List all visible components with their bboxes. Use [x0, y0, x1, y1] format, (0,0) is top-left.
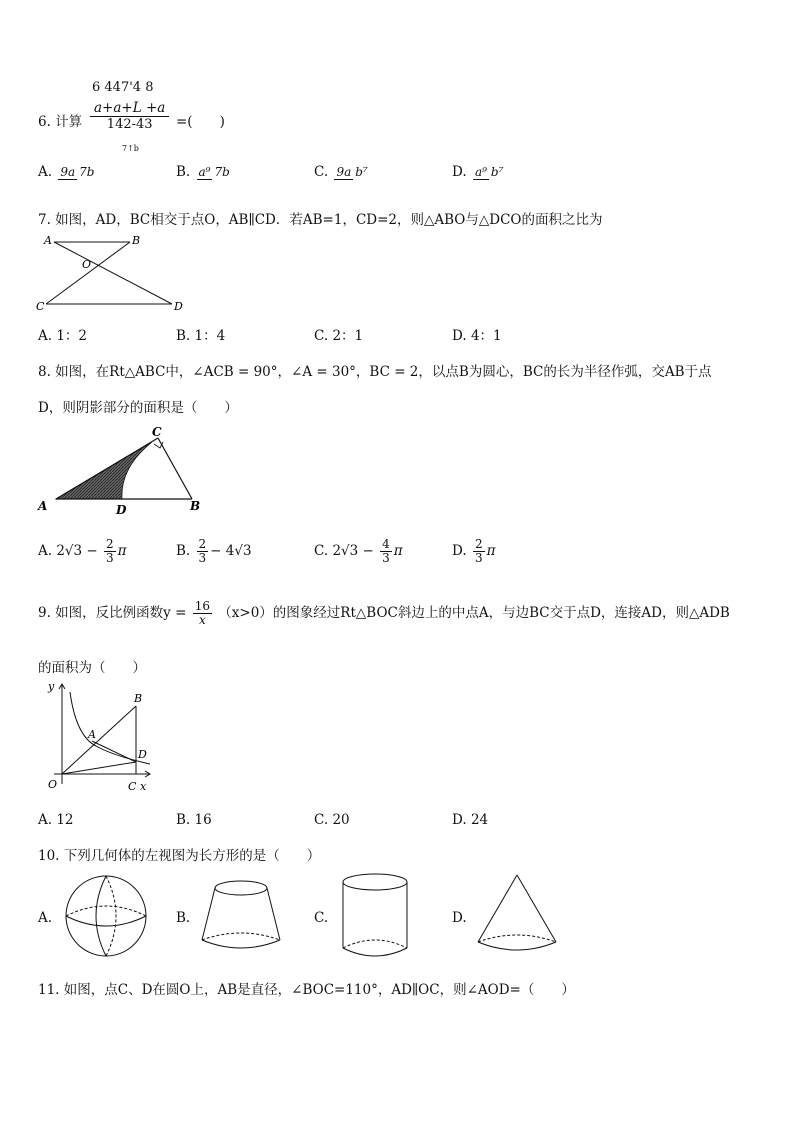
q8-label-c: C: [152, 425, 162, 439]
q9-label-c: C: [128, 780, 137, 793]
q10-cone-base-back: [478, 935, 556, 942]
q10-frustum-bottom-front: [202, 940, 280, 948]
q9-label-b: B: [134, 692, 143, 705]
q9-label-y: y: [48, 680, 55, 693]
q10-sphere-figure: [60, 870, 152, 962]
q8-label-a: A: [38, 499, 48, 513]
q6-denom-underbrace: 7↑b: [122, 144, 139, 153]
q6-option-d[interactable]: D. a⁹ b⁷: [452, 164, 504, 180]
q6-stem-suffix: =( ): [176, 114, 225, 130]
q7-option-b[interactable]: B. 1：4: [176, 328, 226, 344]
q7-label-d: D: [174, 300, 183, 313]
q7-segment-bc: [46, 242, 130, 304]
q10-option-d[interactable]: D.: [452, 910, 467, 926]
q9-option-b[interactable]: B. 16: [176, 812, 212, 828]
q8-right-angle-mark: [154, 442, 163, 448]
q11-stem: 11. 如图，点C、D在圆O上，AB是直径，∠BOC=110°，AD∥OC，则∠AOD=（ ）: [38, 982, 575, 998]
q6-option-c[interactable]: C. 9a b⁷: [314, 164, 368, 180]
q10-sphere-front-meridian: [96, 876, 106, 956]
q8-stem-line1: 8. 如图，在Rt△ABC中，∠ACB = 90°，∠A = 30°，BC = 2，以点B为圆心，BC的长为半径作弧，交AB于点: [38, 364, 712, 380]
q9-stem-line1: 9. 如图，反比例函数y = $\frac{16}{x}$ （x>0）的图象经过Rt△BOC斜边上的中点A，与边BC交于点D，连接AD，则△ADB: [38, 599, 730, 628]
q10-cone-left-side: [478, 875, 517, 942]
q10-option-b[interactable]: B.: [176, 910, 191, 926]
q8-figure: [34, 424, 214, 516]
q10-sphere-back-equator: [66, 906, 146, 916]
q8-stem-line2: D，则阴影部分的面积是（ ）: [38, 400, 238, 416]
q10-frustum-top: [215, 881, 267, 895]
q10-cone-base-front: [478, 942, 556, 950]
q7-label-o: O: [82, 258, 92, 271]
q10-sphere-back-meridian: [106, 876, 116, 956]
q9-option-a[interactable]: A. 12: [38, 812, 74, 828]
q7-label-b: B: [132, 234, 141, 247]
q10-stem: 10. 下列几何体的左视图为长方形的是（ ）: [38, 848, 321, 864]
q6-option-b[interactable]: B. a⁹ 7b: [176, 164, 230, 180]
q10-cylinder-bottom-back: [343, 940, 407, 948]
q10-cylinder-figure: [338, 870, 412, 962]
q8-label-d: D: [116, 503, 127, 516]
q7-options: [38, 324, 598, 342]
q10-frustum-figure: [198, 876, 284, 956]
q10-frustum-right-side: [267, 888, 280, 940]
q7-stem: 7. 如图，AD，BC相交于点O，AB∥CD．若AB=1，CD=2，则△ABO与△DCO的面积之比为: [38, 212, 603, 228]
q8-option-c[interactable]: C. 2√3 − $\frac{4}{3}$ π: [314, 537, 403, 566]
q10-frustum-bottom-back: [202, 933, 280, 940]
q10-frustum-left-side: [202, 888, 215, 940]
q6-stem-prefix: 6. 计算: [38, 114, 83, 130]
q10-cylinder-bottom-front: [343, 948, 407, 956]
q9-figure: [34, 676, 174, 796]
q8-option-b[interactable]: B. $\frac{2}{3}$ − 4√3: [176, 537, 252, 566]
q6-expression: [90, 100, 169, 132]
q9-stem-line2: 的面积为（ ）: [38, 660, 146, 676]
q10-option-a[interactable]: A.: [38, 910, 53, 926]
q7-option-d[interactable]: D. 4：1: [452, 328, 502, 344]
q7-segment-ad: [54, 242, 172, 304]
q10-cylinder-top: [343, 874, 407, 890]
q10-sphere-front-equator: [66, 916, 146, 926]
q8-option-d[interactable]: D. $\frac{2}{3}$ π: [452, 537, 496, 566]
q8-side-cb: [158, 438, 192, 499]
q8-label-b: B: [190, 499, 201, 513]
q6-options: [38, 164, 598, 200]
q9-frac-num: 16: [194, 599, 210, 613]
q8-option-a[interactable]: A. 2√3 − $\frac{2}{3}$ π: [38, 537, 127, 566]
q6-option-a[interactable]: A. 9a 7b: [38, 164, 95, 180]
q7-option-c[interactable]: C. 2：1: [314, 328, 364, 344]
q10-cone-figure: [474, 872, 560, 958]
q9-label-a: A: [88, 728, 96, 741]
q6-garbled-top: 6 447'4 8: [92, 80, 154, 95]
q9-options: [38, 812, 598, 830]
q10-option-c[interactable]: C.: [314, 910, 329, 926]
q7-label-a: A: [44, 234, 52, 247]
q7-figure: [34, 232, 194, 314]
q9-label-x: x: [140, 780, 147, 793]
q9-option-d[interactable]: D. 24: [452, 812, 489, 828]
q6-denominator: 142-43: [106, 117, 153, 132]
q7-option-a[interactable]: A. 1：2: [38, 328, 88, 344]
q10-sphere-outline: [66, 876, 146, 956]
q8-options: [38, 538, 598, 574]
q9-label-o: O: [48, 778, 58, 791]
q10-cone-right-side: [517, 875, 556, 942]
q9-frac-den: x: [198, 613, 206, 628]
q9-label-d: D: [138, 748, 147, 761]
q9-option-c[interactable]: C. 20: [314, 812, 350, 828]
q6-numerator: a+a+L +a: [90, 100, 169, 117]
q7-label-c: C: [36, 300, 45, 313]
